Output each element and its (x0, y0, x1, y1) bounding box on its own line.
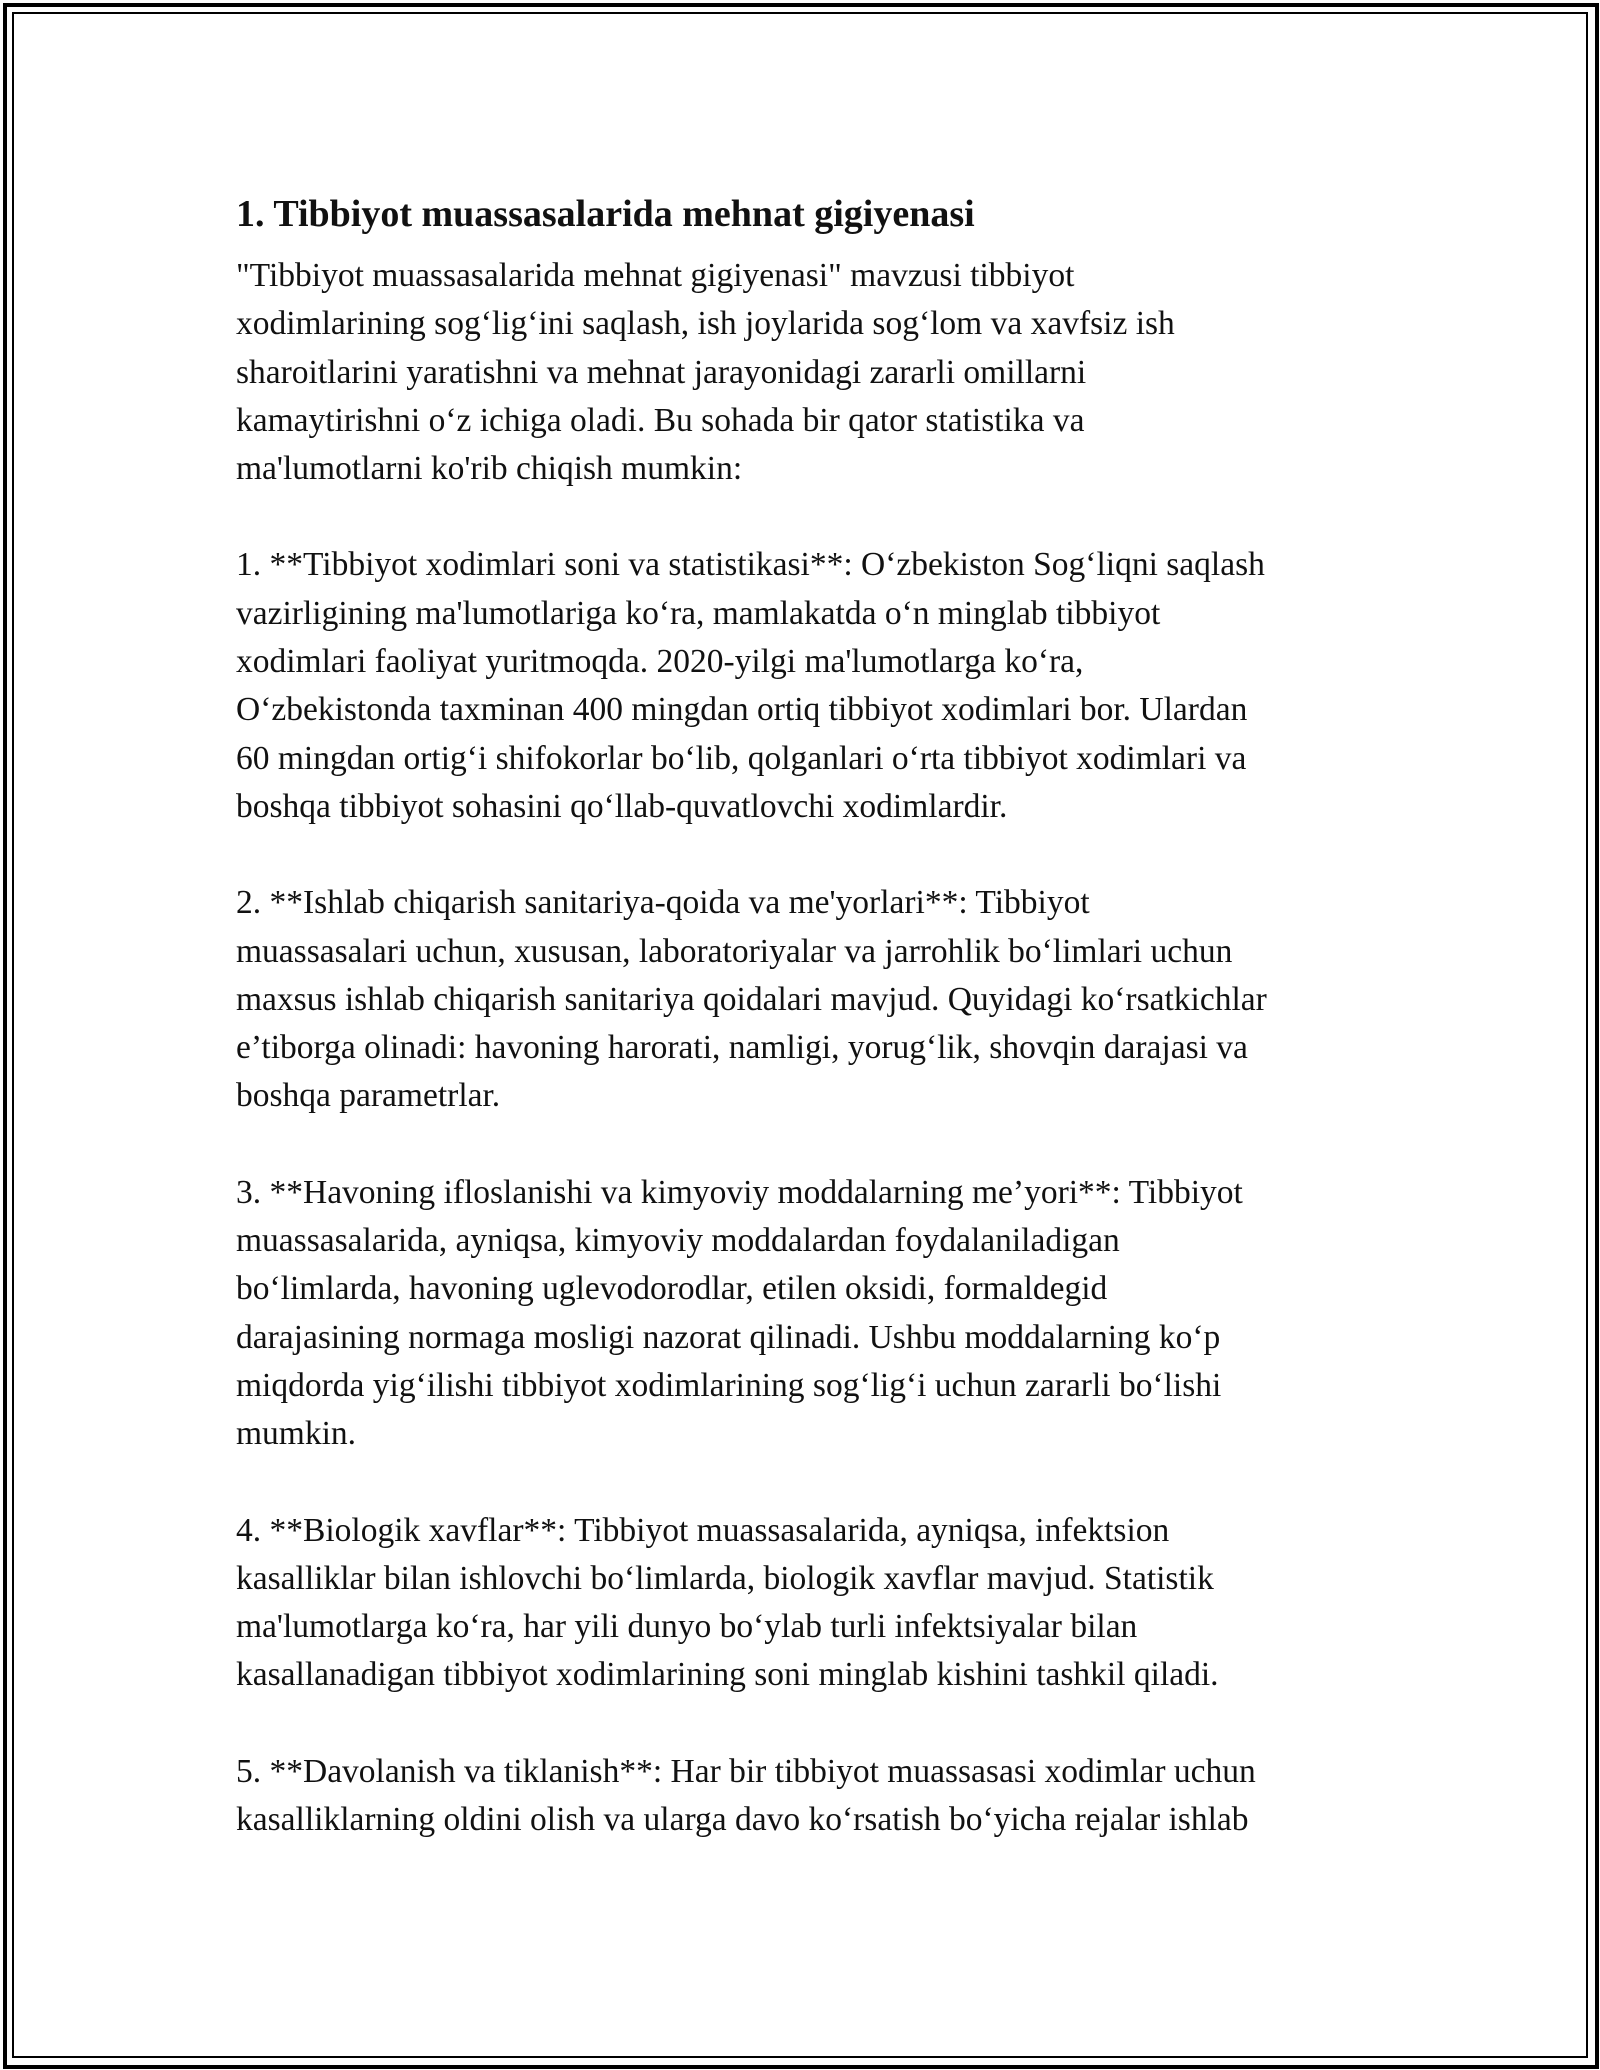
text-line: 1. **Tibbiyot xodimlari soni va statistikasi**: O‘zbekiston Sog‘liqni saqlash (236, 546, 1265, 584)
text-line: "Tibbiyot muassasalarida mehnat gigiyenasi" mavzusi tibbiyot (236, 257, 1075, 294)
page-title: 1. Tibbiyot muassasalarida mehnat gigiyenasi (236, 193, 975, 235)
paragraph-item-2 (236, 879, 1376, 1120)
text-line: vazirligining ma'lumotlariga ko‘ra, mamlakatda o‘n minglab tibbiyot (236, 594, 1161, 632)
text-line: ma'lumotlarga ko‘ra, har yili dunyo bo‘ylab turli infektsiyalar bilan (236, 1608, 1138, 1646)
paragraph-item-5 (236, 1748, 1376, 1845)
text-line: 2. **Ishlab chiqarish sanitariya-qoida va me'yorlari**: Tibbiyot (236, 884, 1090, 922)
paragraph-item-4 (236, 1507, 1376, 1700)
text-line: boshqa parametrlar. (236, 1077, 501, 1115)
text-line: xodimlarining sog‘lig‘ini saqlash, ish joylarida sog‘lom va xavfsiz ish (236, 305, 1175, 343)
text-line: bo‘limlarda, havoning uglevodorodlar, etilen oksidi, formaldegid (236, 1270, 1108, 1308)
text-line: 3. **Havoning ifloslanishi va kimyoviy moddalarning me’yori**: Tibbiyot (236, 1173, 1243, 1211)
text-line: muassasalarida, ayniqsa, kimyoviy moddalardan foydalaniladigan (236, 1222, 1120, 1260)
text-line: 60 mingdan ortig‘i shifokorlar bo‘lib, qolganlari o‘rta tibbiyot xodimlari va (236, 739, 1247, 777)
paragraph-item-3 (236, 1169, 1376, 1459)
text-line: e’tiborga olinadi: havoning harorati, namligi, yorug‘lik, shovqin darajasi va (236, 1029, 1248, 1067)
text-line: sharoitlarini yaratishni va mehnat jarayonidagi zararli omillarni (236, 353, 1087, 391)
text-line: xodimlari faoliyat yuritmoqda. 2020-yilgi ma'lumotlarga ko‘ra, (236, 643, 1084, 681)
text-line: kamaytirishni o‘z ichiga oladi. Bu sohada bir qator statistika va (236, 401, 1085, 439)
text-line: O‘zbekistonda taxminan 400 mingdan ortiq tibbiyot xodimlari bor. Ulardan (236, 691, 1248, 729)
text-line: darajasining normaga mosligi nazorat qilinadi. Ushbu moddalarning ko‘p (236, 1318, 1221, 1356)
text-line: 5. **Davolanish va tiklanish**: Har bir tibbiyot muassasasi xodimlar uchun (236, 1752, 1256, 1790)
text-line: 4. **Biologik xavflar**: Tibbiyot muassasalarida, ayniqsa, infektsion (236, 1511, 1170, 1549)
text-line: kasalliklarning oldini olish va ularga davo ko‘rsatish bo‘yicha rejalar ishlab (236, 1801, 1249, 1839)
text-line: ma'lumotlarni ko'rib chiqish mumkin: (236, 450, 743, 488)
text-line: boshqa tibbiyot sohasini qo‘llab-quvatlovchi xodimlardir. (236, 787, 1008, 825)
text-line: kasalliklar bilan ishlovchi bo‘limlarda, biologik xavflar mavjud. Statistik (236, 1559, 1214, 1597)
paragraph-intro (236, 252, 1376, 493)
text-line: miqdorda yig‘ilishi tibbiyot xodimlarining sog‘lig‘i uchun zararli bo‘lishi (236, 1366, 1222, 1404)
text-line: mumkin. (236, 1415, 357, 1453)
paragraph-item-1 (236, 541, 1376, 831)
document-body (236, 180, 1376, 1892)
text-line: maxsus ishlab chiqarish sanitariya qoidalari mavjud. Quyidagi ko‘rsatkichlar (236, 980, 1267, 1018)
text-line: muassasalari uchun, xususan, laboratoriyalar va jarrohlik bo‘limlari uchun (236, 932, 1233, 970)
text-line: kasallanadigan tibbiyot xodimlarining soni minglab kishini tashkil qiladi. (236, 1656, 1219, 1694)
